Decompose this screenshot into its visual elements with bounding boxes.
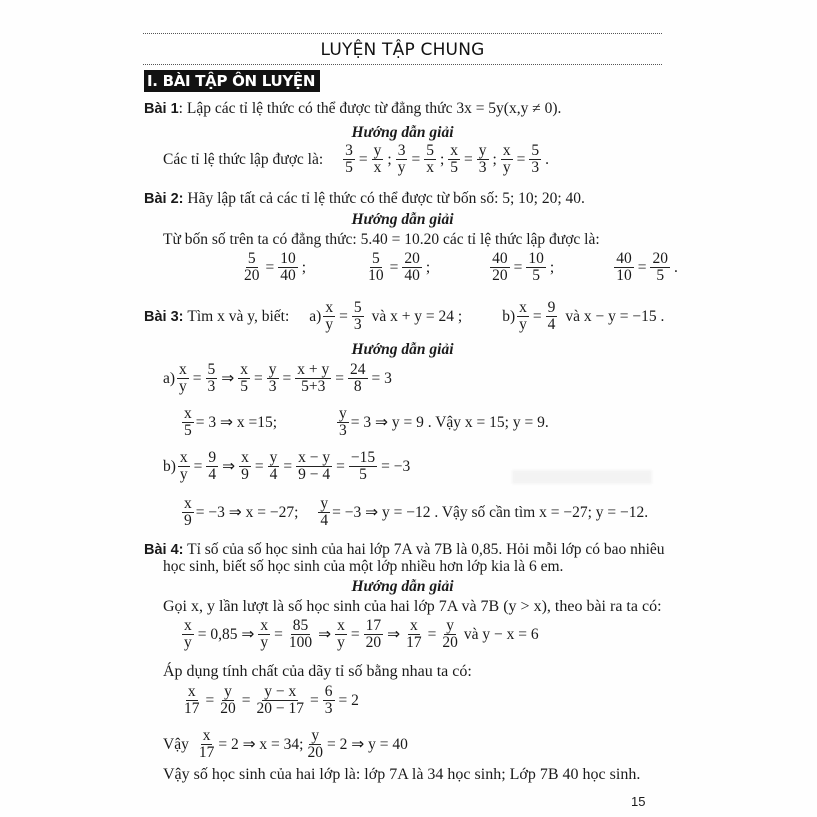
denominator: 9 − 4	[298, 466, 331, 484]
exercise-4-text: Tỉ số của số học sinh của hai lớp 7A và 7B là 0,85. Hỏi mỗi lớp có bao nhiêu	[187, 541, 665, 558]
fraction	[372, 143, 384, 177]
denominator: 17	[184, 700, 200, 718]
numerator: y	[446, 617, 454, 634]
denominator: 5	[656, 267, 665, 285]
numerator: 17	[365, 617, 382, 634]
operator: =	[283, 457, 293, 475]
numerator: y	[224, 683, 232, 700]
fraction	[440, 618, 460, 652]
fraction	[348, 362, 368, 396]
denominator: 40	[280, 267, 296, 285]
numerator: −15	[350, 449, 376, 466]
operator: =	[335, 369, 345, 387]
denominator: y	[260, 634, 269, 652]
denominator: y	[184, 634, 192, 652]
top-dotted-rule	[143, 33, 662, 34]
numerator: 40	[492, 250, 508, 267]
numerator: 3	[345, 142, 353, 159]
fraction	[178, 450, 190, 484]
denominator: x	[373, 159, 382, 177]
numerator: 9	[208, 449, 217, 466]
numerator: x + y	[297, 361, 330, 378]
exercise-1-proportions	[341, 143, 551, 177]
exercise-1-label: Bài 1	[144, 101, 179, 117]
exercise-3-text: Tìm x và y, biết:	[187, 307, 290, 325]
denominator: y	[179, 466, 188, 484]
exercise-3a-label: a)	[309, 307, 322, 325]
numerator: 40	[616, 250, 632, 267]
denominator: 20	[492, 267, 508, 285]
denominator: 20	[244, 267, 260, 285]
numerator: x	[450, 142, 459, 159]
operator: =	[513, 258, 523, 276]
operator: ;	[439, 150, 445, 168]
equation-text: = −3 ⇒ x = −27;	[195, 504, 299, 522]
numerator: 5	[247, 250, 256, 267]
denominator: 20	[220, 700, 236, 718]
denominator: 4	[269, 466, 278, 484]
operator: và y − x = 6	[463, 625, 539, 643]
fraction	[349, 450, 377, 484]
exercise-2-label: Bài 2:	[144, 191, 184, 207]
fraction	[242, 251, 262, 285]
operator: ;	[301, 258, 307, 276]
operator: =	[411, 150, 421, 168]
exercise-1-text: : Lập các tỉ lệ thức có thể được từ đẳng thức 3x = 5y(x,y ≠ 0).	[178, 100, 562, 117]
title-dotted-rule	[143, 64, 662, 65]
denominator: 40	[404, 267, 420, 285]
result: = −3	[381, 457, 411, 475]
exercise-3b-solution-line2	[180, 496, 648, 530]
fraction: $\frac{x}{17}$	[198, 727, 215, 762]
fraction	[614, 251, 634, 285]
numerator: y	[268, 361, 277, 378]
fraction	[206, 362, 218, 396]
solution-heading: Hướng dẫn giải	[351, 341, 454, 358]
operator: ;	[387, 150, 392, 168]
denominator: y	[397, 159, 406, 177]
denominator: y	[337, 634, 345, 652]
equation-text: = −3 ⇒ y = −12 . Vậy số cần tìm x = −27; y = −12.	[332, 504, 649, 522]
fraction	[255, 684, 307, 718]
exercise-4-conclusion: Vậy số học sinh của hai lớp là: lớp 7A là 34 học sinh; Lớp 7B 40 học sinh.	[163, 766, 641, 783]
numerator: x	[409, 617, 418, 634]
fraction	[182, 684, 202, 718]
fraction: $\frac{x}{y}$	[519, 299, 527, 334]
operator: =	[205, 691, 215, 709]
exercise-3b-condition: và x − y = −15 .	[565, 307, 665, 325]
fraction	[501, 143, 513, 177]
numerator: 5	[207, 361, 216, 378]
proportion	[240, 251, 308, 285]
fraction	[366, 251, 386, 285]
exercise-3a-condition: và x + y = 24 ;	[371, 307, 463, 325]
numerator: x	[240, 361, 249, 378]
fraction: $\frac{y}{3}$	[339, 405, 347, 440]
denominator: 20	[442, 634, 458, 652]
denominator: 5	[450, 159, 459, 177]
numerator: x	[260, 617, 269, 634]
fraction	[490, 251, 510, 285]
fraction	[448, 143, 460, 177]
numerator: x	[337, 617, 345, 634]
fraction	[177, 362, 189, 396]
fraction	[287, 618, 314, 652]
exercise-3a-solution-line1	[163, 362, 394, 396]
numerator: x	[187, 683, 196, 700]
exercise-3a-solution-line2	[180, 406, 549, 440]
proportion	[488, 251, 556, 285]
operator: =	[427, 625, 437, 643]
numerator: y	[478, 142, 487, 159]
operator: ⇒	[318, 626, 332, 644]
exercise-4-prompt-line1	[144, 541, 665, 559]
numerator: y − x	[264, 683, 297, 700]
numerator: 6	[324, 683, 333, 700]
proportion	[612, 251, 680, 285]
operator: .	[673, 258, 678, 276]
exercise-4-label: Bài 4:	[144, 542, 184, 558]
numerator: 3	[397, 142, 406, 159]
numerator: 5	[426, 142, 434, 159]
denominator: 5	[240, 378, 249, 396]
fraction	[650, 251, 670, 285]
numerator: 85	[292, 617, 309, 634]
exercise-4-equation-3	[163, 728, 408, 762]
fraction	[529, 143, 541, 177]
equation-text: = 2 ⇒ y = 40	[326, 736, 408, 754]
fraction: $\frac{9}{4}$	[547, 299, 556, 334]
equation-text: Vậy	[163, 735, 189, 753]
denominator: 3	[207, 378, 216, 396]
numerator: y	[269, 449, 278, 466]
denominator: 9	[241, 466, 249, 484]
numerator: 10	[528, 250, 544, 267]
exercise-3b-label: b)	[502, 307, 516, 325]
numerator: 20	[404, 250, 420, 267]
operator: ⇒	[387, 626, 401, 644]
denominator: x	[426, 159, 434, 177]
operator: .	[545, 150, 549, 168]
fraction: $\frac{x}{5}$	[184, 405, 192, 440]
operator: =	[274, 625, 283, 643]
operator: =	[254, 369, 263, 387]
fraction: $\frac{y}{20}$	[307, 727, 323, 762]
result: = 3	[371, 369, 392, 387]
fraction	[296, 450, 332, 484]
fraction	[182, 618, 194, 652]
fraction	[258, 618, 270, 652]
numerator: y	[373, 142, 382, 159]
fraction	[404, 618, 424, 652]
proportion	[364, 251, 432, 285]
numerator: 10	[280, 250, 296, 267]
operator: =	[193, 457, 203, 475]
exercise-2-answer-intro: Từ bốn số trên ta có đẳng thức: 5.40 = 10.20 các tỉ lệ thức lập được là:	[163, 231, 600, 248]
denominator: 3	[478, 159, 487, 177]
fraction	[477, 143, 489, 177]
denominator: y	[502, 159, 511, 177]
fraction: $\frac{5}{3}$	[353, 299, 362, 334]
fraction	[396, 143, 408, 177]
page-title: LUYỆN TẬP CHUNG	[320, 40, 485, 60]
exercise-2-proportions	[240, 251, 680, 285]
numerator: x	[179, 361, 187, 378]
denominator: 4	[208, 466, 217, 484]
equation-text: = 3 ⇒ x =15;	[195, 414, 278, 432]
operator: ;	[549, 258, 555, 276]
denominator: 5+3	[301, 378, 326, 396]
numerator: x	[241, 449, 249, 466]
operator: =	[358, 150, 368, 168]
denominator: 5	[345, 159, 353, 177]
exercise-1-answer-intro: Các tỉ lệ thức lập được là:	[163, 150, 324, 168]
denominator: 10	[368, 267, 384, 285]
fraction	[364, 618, 384, 652]
fraction	[323, 684, 335, 718]
equation-text: = 3 ⇒ y = 9 . Vậy x = 15; y = 9.	[350, 414, 549, 432]
fraction	[239, 450, 251, 484]
exercise-3-prompt: Bài 3: Tìm x và y, biết: a) $\frac{x}{y}$ = $\frac{5}{3}$ và x + y = 24 ; b) $\frac{x}{y}$ = $\frac{9}{4}$ và x − y = −15 .	[144, 299, 665, 334]
denominator: y	[179, 378, 187, 396]
fraction	[267, 362, 279, 396]
operator: =	[192, 369, 202, 387]
exercise-3b-solution-line1	[163, 450, 412, 484]
exercise-4-intro: Gọi x, y lần lượt là số học sinh của hai lớp 7A và 7B (y > x), theo bài ra ta có:	[163, 598, 662, 615]
denominator: 10	[616, 267, 632, 285]
solution-heading: Hướng dẫn giải	[351, 211, 454, 228]
denominator: 20 − 17	[256, 700, 304, 718]
operator: =	[336, 457, 345, 475]
denominator: 5	[532, 267, 540, 285]
operator: =	[254, 457, 264, 475]
denominator: 17	[406, 634, 422, 652]
fraction	[238, 362, 250, 396]
fraction	[335, 618, 347, 652]
numerator: 24	[350, 361, 366, 378]
operator: ⇒	[221, 370, 235, 388]
numerator: 5	[531, 142, 540, 159]
operator: =	[464, 150, 473, 168]
fraction	[295, 362, 331, 396]
operator: =	[265, 258, 275, 276]
fraction	[268, 450, 280, 484]
numerator: x − y	[298, 449, 331, 466]
fraction	[526, 251, 546, 285]
scan-artifact	[512, 470, 652, 484]
exercise-2-text: Hãy lập tất cả các tỉ lệ thức có thể được từ bốn số: 5; 10; 20; 40.	[187, 190, 585, 207]
operator: ;	[492, 150, 497, 168]
fraction: $\frac{y}{4}$	[320, 495, 329, 530]
solution-heading: Hướng dẫn giải	[351, 578, 454, 595]
exercise-3-label: Bài 3:	[144, 308, 184, 325]
part-label: a)	[163, 369, 176, 387]
fraction	[218, 684, 238, 718]
exercise-2-prompt	[144, 190, 585, 208]
operator: =	[241, 691, 251, 709]
fraction: $\frac{x}{y}$	[325, 299, 334, 334]
fraction	[402, 251, 422, 285]
denominator: 3	[324, 700, 333, 718]
denominator: 3	[268, 378, 277, 396]
operator: =	[389, 258, 399, 276]
operator: ;	[425, 258, 431, 276]
part-label: b)	[163, 457, 176, 475]
operator: =	[310, 691, 319, 709]
exercise-1-prompt	[144, 100, 561, 118]
denominator: 8	[353, 378, 362, 396]
numerator: x	[184, 617, 192, 634]
operator: = 0,85 ⇒	[197, 626, 255, 644]
denominator: 100	[288, 634, 313, 652]
exercise-4-equation-2	[180, 684, 361, 718]
denominator: 3	[531, 159, 540, 177]
equation-text: = 2 ⇒ x = 34;	[218, 736, 304, 754]
operator: ⇒	[222, 458, 236, 476]
exercise-4-apply: Áp dụng tính chất của dãy tỉ số bằng nhau ta có:	[163, 663, 472, 680]
fraction: $\frac{x}{9}$	[184, 495, 192, 530]
operator: =	[350, 625, 360, 643]
numerator: x	[179, 449, 188, 466]
numerator: 5	[371, 250, 380, 267]
fraction	[278, 251, 298, 285]
numerator: x	[502, 142, 511, 159]
exercise-4-equation-1	[180, 618, 541, 652]
section-heading: I. BÀI TẬP ÔN LUYỆN	[144, 70, 320, 92]
numerator: 20	[652, 250, 668, 267]
fraction	[343, 143, 355, 177]
denominator: 20	[365, 634, 382, 652]
result: = 2	[338, 691, 359, 709]
fraction	[206, 450, 218, 484]
page-number: 15	[631, 794, 646, 809]
fraction	[424, 143, 436, 177]
exercise-4-prompt-line2: học sinh, biết số học sinh của một lớp nhiều hơn lớp kia là 6 em.	[163, 558, 564, 575]
operator: =	[516, 150, 526, 168]
operator: =	[282, 369, 292, 387]
exercise-1-answer	[163, 143, 551, 177]
operator: =	[637, 258, 647, 276]
solution-heading: Hướng dẫn giải	[351, 124, 454, 141]
denominator: 5	[359, 466, 367, 484]
